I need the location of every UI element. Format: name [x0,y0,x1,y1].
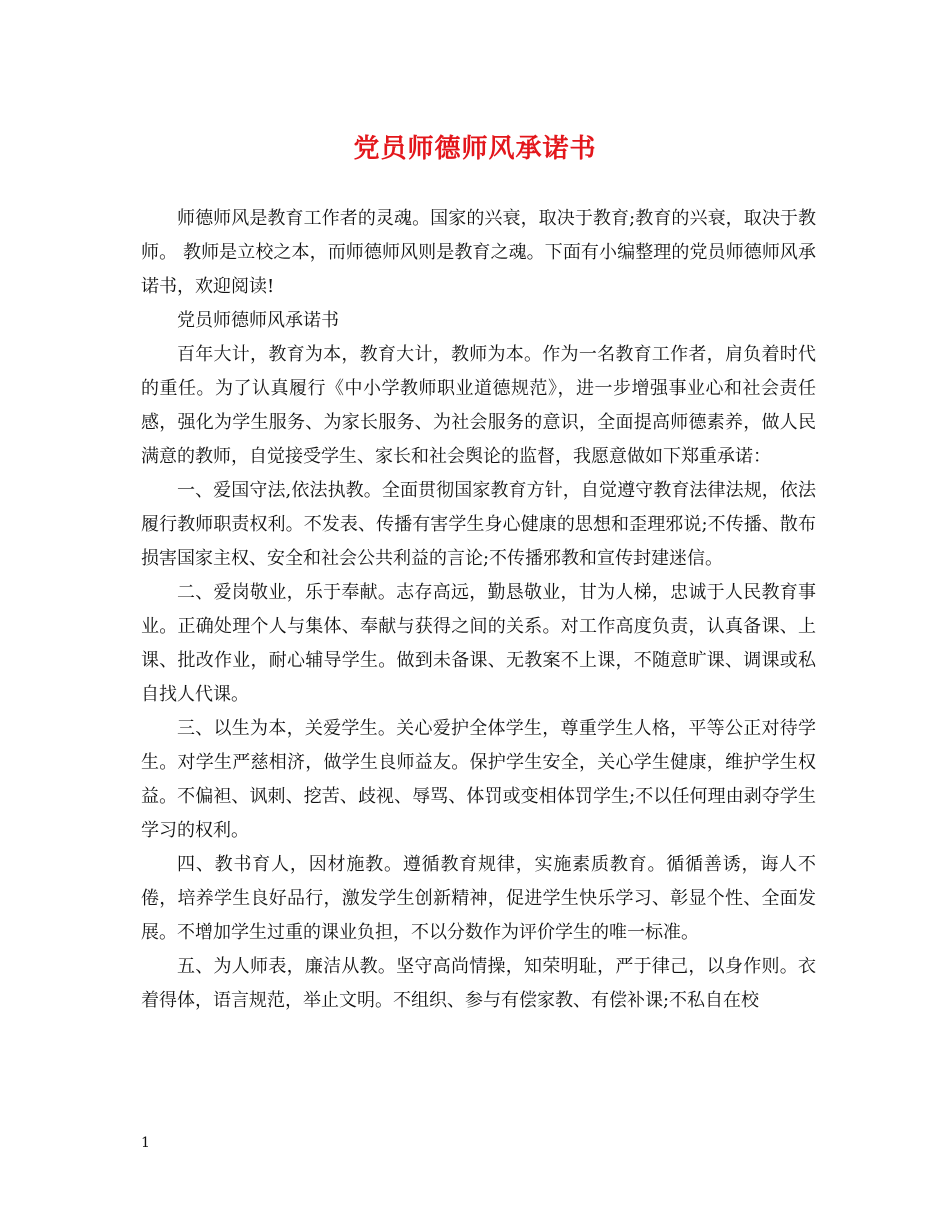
commitment-paragraph-5: 五、为人师表，廉洁从教。坚守高尚情操，知荣明耻，严于律己，以身作则。衣着得体，语言规范，举止文明。不组织、参与有偿家教、有偿补课;不私自在校 [141,956,816,1011]
page-number: 1 [141,1135,150,1151]
commitment-paragraph-3: 三、以生为本，关爱学生。关心爱护全体学生，尊重学生人格，平等公正对待学生。对学生严慈相济，做学生良师益友。保护学生安全，关心学生健康，维护学生权益。不偏袒、讽刺、挖苦、歧视、辱骂、体罚或变相体罚学生;不以任何理由剥夺学生学习的权利。 [141,718,816,841]
preamble-paragraph: 百年大计，教育为本，教育大计，教师为本。作为一名教育工作者，肩负着时代的重任。为了认真履行《中小学教师职业道德规范》，进一步增强事业心和社会责任感，强化为学生服务、为家长服务、为社会服务的意识，全面提高师德素养，做人民满意的教师，自觉接受学生、家长和社会舆论的监督，我愿意做如下郑重承诺： [141,344,816,467]
document-body [141,202,816,1018]
subtitle-paragraph: 党员师德师风承诺书 [177,310,339,331]
commitment-paragraph-1: 一、爱国守法,依法执教。全面贯彻国家教育方针，自觉遵守教育法律法规，依法履行教师职责权利。不发表、传播有害学生身心健康的思想和歪理邪说;不传播、散布损害国家主权、安全和社会公共利益的言论;不传播邪教和宣传封建迷信。 [141,480,816,569]
commitment-paragraph-2: 二、爱岗敬业，乐于奉献。志存高远，勤恳敬业，甘为人梯，忠诚于人民教育事业。正确处理个人与集体、奉献与获得之间的关系。对工作高度负责，认真备课、上课、批改作业，耐心辅导学生。做到未备课、无教案不上课，不随意旷课、调课或私自找人代课。 [141,582,816,705]
intro-paragraph: 师德师风是教育工作者的灵魂。国家的兴衰，取决于教育;教育的兴衰，取决于教师。 教师是立校之本，而师德师风则是教育之魂。下面有小编整理的党员师德师风承诺书，欢迎阅读! [141,208,816,297]
document-title: 党员师德师风承诺书 [353,134,597,164]
commitment-paragraph-4: 四、教书育人，因材施教。遵循教育规律，实施素质教育。循循善诱，诲人不倦，培养学生良好品行，激发学生创新精神，促进学生快乐学习、彰显个性、全面发展。不增加学生过重的课业负担，不以分数作为评价学生的唯一标准。 [141,854,816,943]
